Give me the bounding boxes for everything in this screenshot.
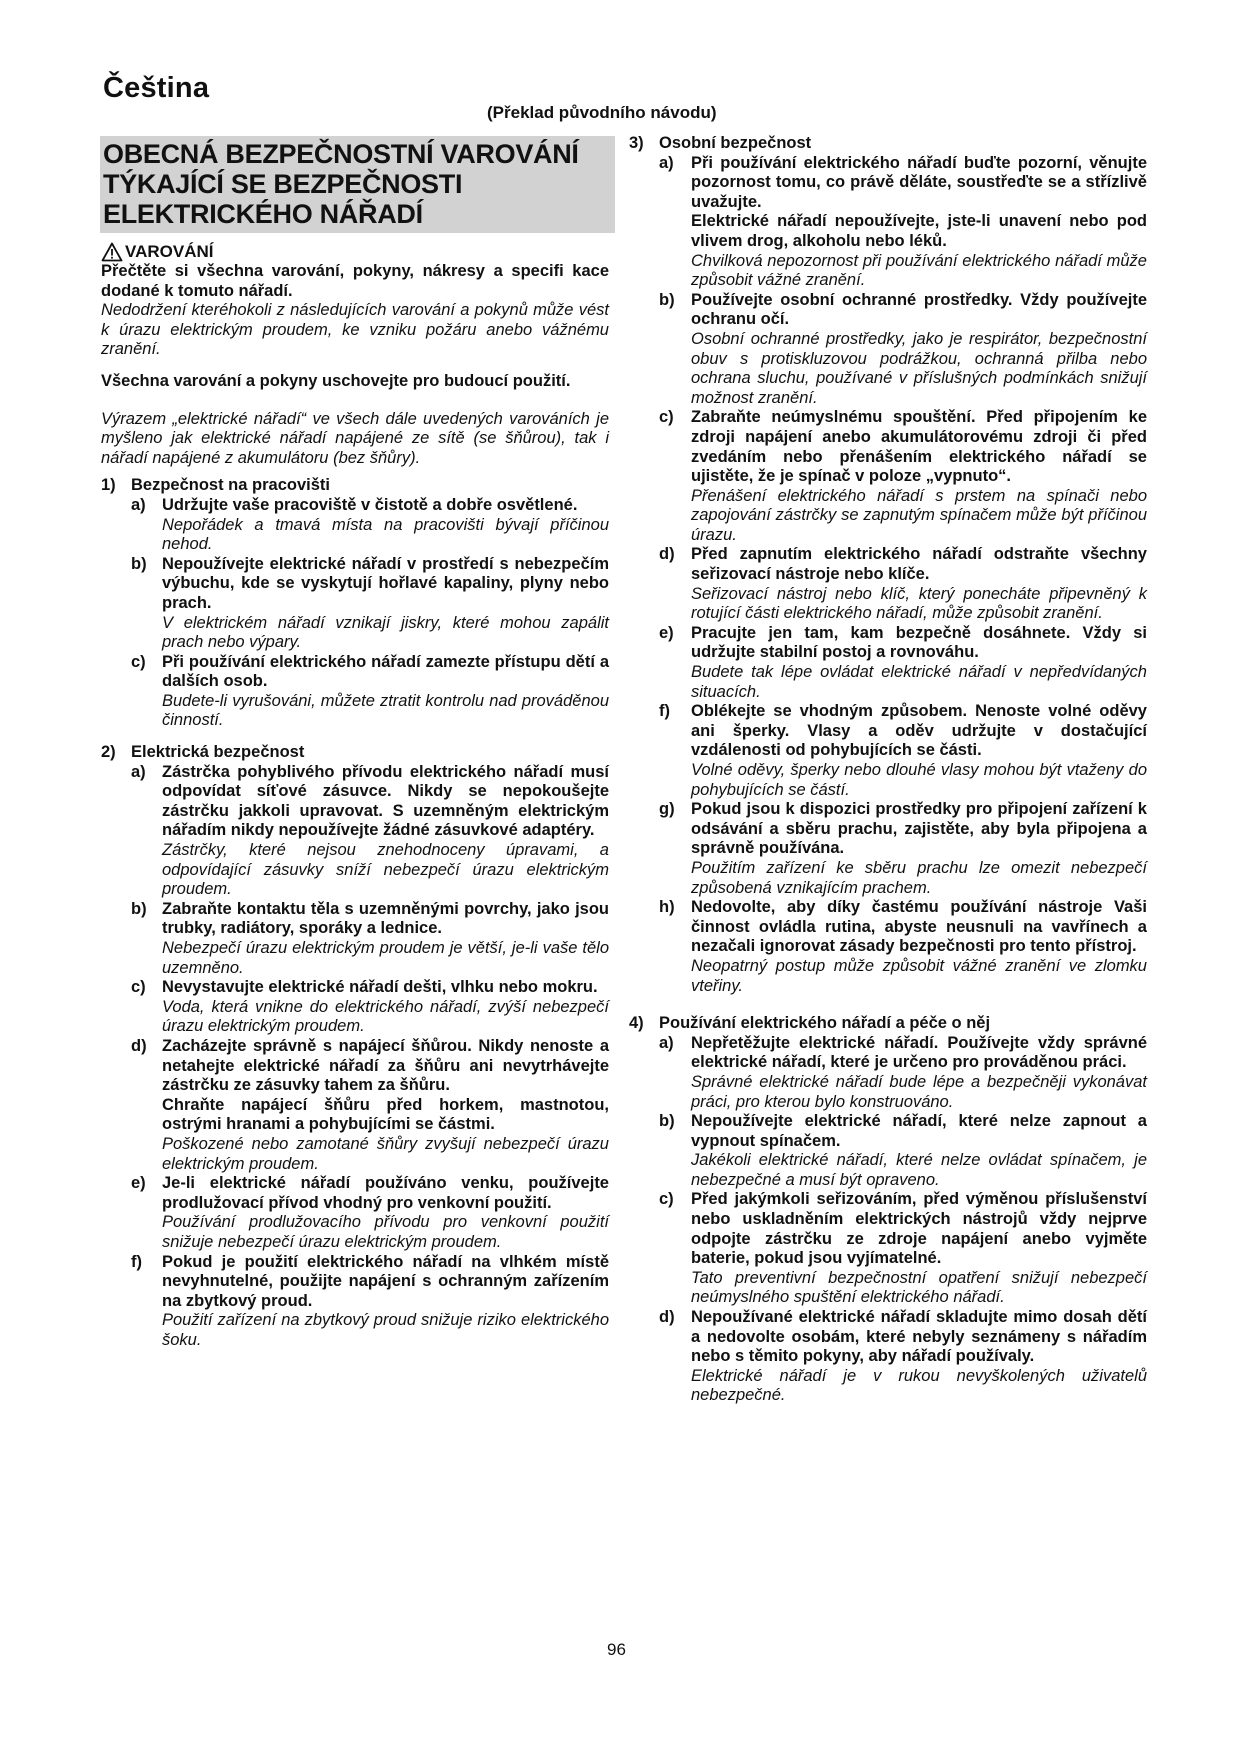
item-instruction: Nedovolte, aby díky častému používání nástroje Vaši činnost ovládla rutina, abyste neusnuli na vavřínech a nezačali ignorovat zásady bezpečnosti pro tento přístroj.	[691, 898, 1147, 956]
item-explanation: V elektrickém nářadí vznikají jiskry, které mohou zapálit prach nebo výpary.	[162, 613, 609, 652]
list-item	[101, 555, 609, 653]
list-item	[629, 408, 1147, 545]
list-item	[629, 154, 1147, 291]
section-number: 2)	[101, 743, 116, 762]
item-instruction: Zabraňte kontaktu těla s uzemněnými povrchy, jako jsou trubky, radiátory, sporáky a lednice.	[162, 899, 609, 938]
warning-italic-text: Nedodržení kteréhokoli z následujících varování a pokynů může vést k úrazu elektrickým proudem, ke vzniku požáru anebo vážnému zranění.	[101, 301, 609, 359]
title-line-3: ELEKTRICKÉHO NÁŘADÍ	[103, 199, 423, 229]
item-label: d)	[659, 1308, 675, 1327]
page-number: 96	[607, 1640, 626, 1659]
section-3-heading	[629, 134, 1147, 154]
item-instruction: Zabraňte neúmyslnému spouštění. Před připojením ke zdroji napájení anebo akumulátorovému zdroji či před zvedáním nebo přenášením elektrického nářadí se ujistěte, že je spínač v poloze „vypnuto“.	[691, 408, 1147, 486]
item-explanation: Použití zařízení na zbytkový proud snižuje riziko elektrického šoku.	[162, 1311, 609, 1349]
list-item	[629, 624, 1147, 702]
item-instruction: Nepoužívané elektrické nářadí skladujte mimo dosah dětí a nedovolte osobám, které nebyly seznámeny s nářadím nebo s těmito pokyny, aby nářadí používaly.	[691, 1308, 1147, 1366]
section-title: Osobní bezpečnost	[659, 134, 812, 152]
item-label: d)	[659, 545, 675, 564]
language-heading: Čeština	[103, 72, 210, 104]
section-title-box	[100, 136, 615, 233]
item-instruction: Zacházejte správně s napájecí šňůrou. Nikdy nenoste a netahejte elektrické nářadí za šňůru ani nevytrhávejte zástrčku ze zásuvky tahem za šňůru.	[162, 1036, 609, 1095]
item-instruction: Před zapnutím elektrického nářadí odstraňte všechny seřizovací nástroje nebo klíče.	[691, 545, 1147, 584]
item-instruction: Je-li elektrické nářadí používáno venku, používejte prodlužovací přívod vhodný pro venkovní použití.	[162, 1174, 609, 1212]
item-explanation: Voda, která vnikne do elektrického nářadí, zvýší nebezpečí úrazu elektrickým proudem.	[162, 997, 609, 1036]
definition-text: Výrazem „elektrické nářadí“ ve všech dále uvedených varováních je myšleno jak elektrické nářadí napájené ze sítě (se šňůrou), tak i nářadí napájené z akumulátoru (bez šňůry).	[101, 409, 609, 467]
item-explanation: Jakékoli elektrické nářadí, které nelze ovládat spínačem, je nebezpečné a musí být opraveno.	[691, 1151, 1147, 1189]
item-explanation: Chvilková nepozornost při používání elektrického nářadí může způsobit vážné zranění.	[691, 251, 1147, 290]
section-number: 4)	[629, 1014, 644, 1033]
item-instruction: Pracujte jen tam, kam bezpečně dosáhnete. Vždy si udržujte stabilní postoj a rovnováhu.	[691, 623, 1147, 662]
section-number: 3)	[629, 134, 644, 152]
item-instruction: Udržujte vaše pracoviště v čistotě a dobře osvětlené.	[162, 495, 578, 514]
item-explanation: Nebezpečí úrazu elektrickým proudem je větší, je-li vaše tělo uzemněno.	[162, 939, 609, 977]
item-explanation: Neopatrný postup může způsobit vážné zranění ve zlomku vteřiny.	[691, 956, 1147, 995]
list-item	[101, 653, 609, 731]
list-item	[629, 898, 1147, 996]
list-item	[629, 1112, 1147, 1190]
item-instruction: Pokud je použití elektrického nářadí na vlhkém místě nevyhnutelné, použijte napájení s ochranným zařízením na zbytkový proud.	[162, 1252, 609, 1310]
item-explanation: Budete-li vyrušováni, můžete ztratit kontrolu nad prováděnou činností.	[162, 691, 609, 730]
item-instruction: Nepoužívejte elektrické nářadí, které nelze zapnout a vypnout spínačem.	[691, 1112, 1147, 1150]
item-explanation: Osobní ochranné prostředky, jako je respirátor, bezpečnostní obuv s protiskluzovou podrážkou, ochranná přilba nebo ochrana sluchu, používané v příslušných podmínkách snižují možnost zranění.	[691, 329, 1147, 407]
title-line-2: TÝKAJÍCÍ SE BEZPEČNOSTI	[103, 169, 463, 199]
warning-label: VAROVÁNÍ	[125, 242, 214, 262]
item-explanation: Poškozené nebo zamotané šňůry zvyšují nebezpečí úrazu elektrickým proudem.	[162, 1134, 609, 1173]
item-label: f)	[131, 1252, 142, 1271]
item-label: c)	[131, 978, 146, 997]
item-explanation: Zástrčky, které nejsou znehodnoceny úpravami, a odpovídající zásuvky sníží nebezpečí úrazu elektrickým proudem.	[162, 841, 609, 899]
item-explanation: Budete tak lépe ovládat elektrické nářadí v nepředvídaných situacích.	[691, 663, 1147, 701]
item-instruction: Používejte osobní ochranné prostředky. Vždy používejte ochranu očí.	[691, 290, 1147, 329]
item-instruction: Při používání elektrického nářadí zamezte přístupu dětí a dalších osob.	[162, 652, 609, 691]
item-label: a)	[659, 1033, 674, 1052]
list-item	[629, 545, 1147, 623]
item-explanation: Používání prodlužovacího přívodu pro venkovní použití snižuje nebezpečí úrazu elektrickým proudem.	[162, 1213, 609, 1251]
section-title: Bezpečnost na pracovišti	[131, 476, 330, 495]
item-label: h)	[659, 898, 675, 917]
item-explanation: Nepořádek a tmavá místa na pracovišti bývají příčinou nehod.	[162, 515, 609, 554]
list-item	[629, 1190, 1147, 1308]
list-item	[101, 763, 609, 900]
item-label: d)	[131, 1036, 147, 1055]
section-2-heading	[101, 743, 609, 763]
list-item	[629, 702, 1147, 800]
item-label: f)	[659, 702, 670, 721]
right-column	[629, 134, 1147, 1406]
item-explanation: Seřizovací nástroj nebo klíč, který ponecháte připevněný k rotující části elektrického nářadí, může způsobit zranění.	[691, 584, 1147, 623]
warning-bold-text: Přečtěte si všechna varování, pokyny, nákresy a specifi kace dodané k tomuto nářadí.	[101, 262, 609, 300]
item-label: a)	[659, 153, 674, 172]
item-explanation: Přenášení elektrického nářadí s prstem na spínači nebo zapojování zástrčky se zapnutým spínačem může být příčinou úrazu.	[691, 486, 1147, 544]
section-title: Používání elektrického nářadí a péče o něj	[659, 1014, 991, 1033]
item-label: b)	[131, 899, 147, 918]
translation-subtitle: (Překlad původního návodu)	[487, 103, 717, 122]
item-instruction: Nepřetěžujte elektrické nářadí. Používejte vždy správné elektrické nářadí, které je určeno pro prováděnou práci.	[691, 1033, 1147, 1072]
list-item	[101, 978, 609, 1037]
list-item	[101, 496, 609, 555]
warning-keep-text: Všechna varování a pokyny uschovejte pro budoucí použití.	[101, 371, 571, 390]
section-number: 1)	[101, 476, 116, 495]
item-explanation: Volné oděvy, šperky nebo dlouhé vlasy mohou být vtaženy do pohybujících se částí.	[691, 761, 1147, 799]
left-column	[101, 136, 609, 1350]
item-label: b)	[131, 554, 147, 573]
list-item	[101, 1253, 609, 1351]
item-instruction: Při používání elektrického nářadí buďte pozorní, věnujte pozornost tomu, co právě děláte, soustřeďte se a střízlivě uvažujte.	[691, 153, 1147, 211]
item-instruction: Pokud jsou k dispozici prostředky pro připojení zařízení k odsávání a sběru prachu, zajistěte, aby byla připojena a správně používána.	[691, 800, 1147, 858]
item-instruction-2: Chraňte napájecí šňůru před horkem, mastnotou, ostrými hranami a pohybujícími se částmi.	[162, 1095, 609, 1134]
item-instruction: Zástrčka pohyblivého přívodu elektrického nářadí musí odpovídat síťové zásuvce. Nikdy se nepokoušejte zástrčku jakkoli upravovat. S uzemněným elektrickým nářadím nikdy nepoužívejte žádné zásuvkové adaptéry.	[162, 762, 609, 840]
item-explanation: Tato preventivní bezpečnostní opatření snižují nebezpečí neúmyslného spuštění elektrického nářadí.	[691, 1268, 1147, 1307]
section-4-heading	[629, 1014, 1147, 1034]
item-label: c)	[131, 652, 146, 671]
item-label: a)	[131, 762, 146, 781]
item-label: e)	[131, 1174, 146, 1193]
item-instruction: Nevystavujte elektrické nářadí dešti, vlhku nebo mokru.	[162, 978, 598, 997]
item-label: b)	[659, 1112, 675, 1131]
item-label: g)	[659, 800, 675, 819]
item-instruction: Před jakýmkoli seřizováním, před výměnou příslušenství nebo uskladněním elektrických nástrojů vždy nejprve odpojte zástrčku ze zdroje napájení anebo vyjměte baterie, pokud jsou vyjímatelné.	[691, 1190, 1147, 1268]
item-explanation: Správné elektrické nářadí bude lépe a bezpečněji vykonávat práci, pro kterou bylo konstruováno.	[691, 1072, 1147, 1111]
item-label: e)	[659, 623, 674, 642]
list-item	[629, 291, 1147, 409]
warning-heading	[101, 242, 609, 262]
item-explanation: Elektrické nářadí je v rukou nevyškolených uživatelů nebezpečné.	[691, 1366, 1147, 1405]
item-instruction: Oblékejte se vhodným způsobem. Nenoste volné oděvy ani šperky. Vlasy a oděv udržujte v dostačující vzdálenosti od pohybujících se části.	[691, 702, 1147, 760]
list-item	[629, 1034, 1147, 1112]
list-item	[629, 800, 1147, 898]
item-label: b)	[659, 290, 675, 309]
item-instruction-2: Elektrické nářadí nepoužívejte, jste-li unavení nebo pod vlivem drog, alkoholu nebo léků.	[691, 212, 1147, 250]
list-item	[101, 1174, 609, 1252]
item-label: c)	[659, 408, 674, 427]
section-title: Elektrická bezpečnost	[131, 743, 305, 762]
list-item	[629, 1308, 1147, 1406]
list-item	[101, 900, 609, 978]
warning-triangle-icon	[101, 242, 123, 262]
list-item	[101, 1037, 609, 1174]
title-line-1: OBECNÁ BEZPEČNOSTNÍ VAROVÁNÍ	[103, 139, 579, 169]
item-instruction: Nepoužívejte elektrické nářadí v prostředí s nebezpečím výbuchu, kde se vyskytují hořlavé kapaliny, plyny nebo prach.	[162, 554, 609, 612]
item-label: a)	[131, 495, 146, 514]
item-explanation: Použitím zařízení ke sběru prachu lze omezit nebezpečí způsobená vznikajícím prachem.	[691, 858, 1147, 897]
section-1-heading	[101, 476, 609, 496]
item-label: c)	[659, 1190, 674, 1209]
